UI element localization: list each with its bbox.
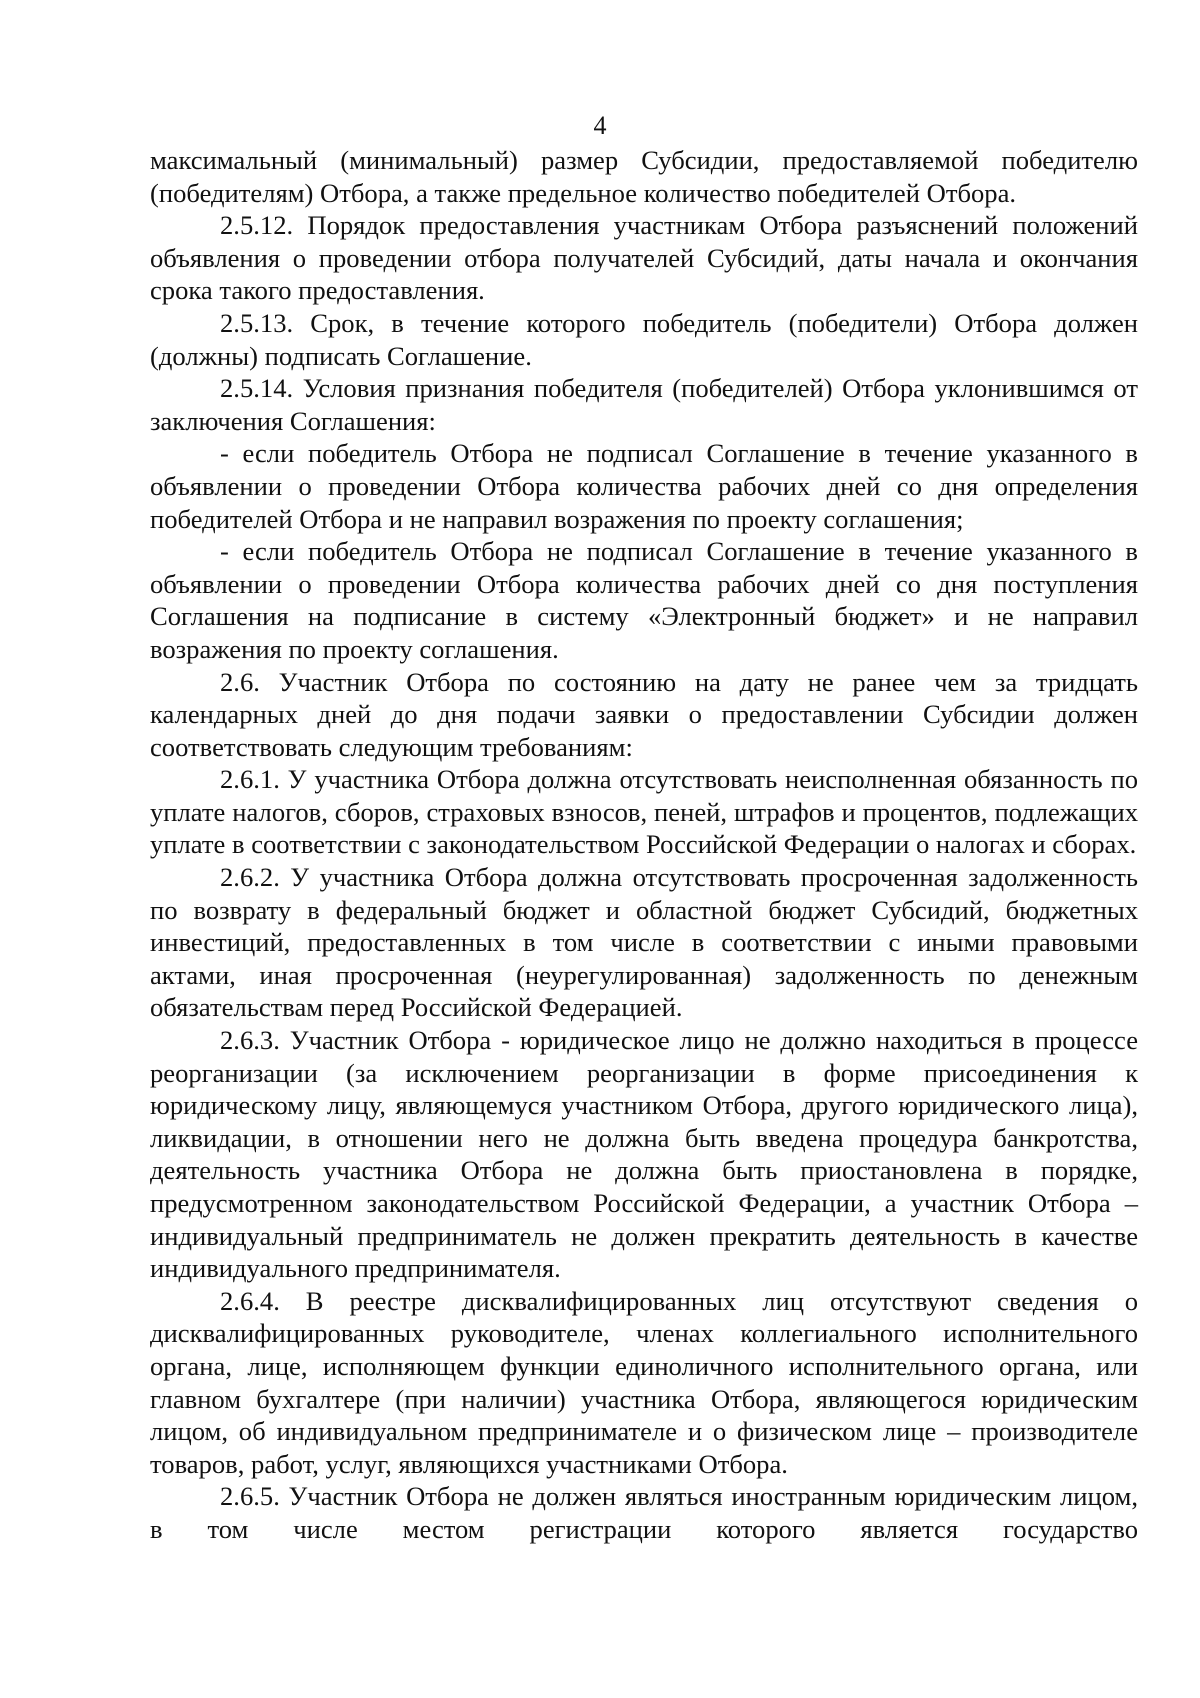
paragraph-2-6-3: 2.6.3. Участник Отбора - юридическое лицо не должно находиться в процессе реорганизации (за исключением реорганизации в форме присоединения к юридическому лицу, являющемуся участником Отбора, другого юридического лица), ликвидации, в отношении него не должна быть введена процедура банкротства, деятельность участника Отбора не должна быть приостановлена в порядке, предусмотренном законодательством Российской Федерации, а участник Отбора – индивидуальный предприниматель не должен прекратить деятельность в качестве индивидуального предпринимателя.	[150, 1025, 1138, 1284]
document-body	[150, 144, 1138, 1546]
paragraph-2-6-4: 2.6.4. В реестре дисквалифицированных лиц отсутствуют сведения о дисквалифицированных руководителе, членах коллегиального исполнительного органа, лице, исполняющем функции единоличного исполнительного органа, или главном бухгалтере (при наличии) участника Отбора, являющегося юридическим лицом, об индивидуальном предпринимателе и о физическом лице – производителе товаров, работ, услуг, являющихся участниками Отбора.	[150, 1285, 1138, 1479]
paragraph-2-6-5: 2.6.5. Участник Отбора не должен являться иностранным юридическим лицом, в том числе местом регистрации которого является государство	[150, 1481, 1138, 1544]
paragraph-2-5-14-item-1: - если победитель Отбора не подписал Соглашение в течение указанного в объявлении о проведении Отбора количества рабочих дней со дня определения победителей Отбора и не направил возражения по проекту соглашения;	[150, 438, 1138, 534]
paragraph-2-6-2: 2.6.2. У участника Отбора должна отсутствовать просроченная задолженность по возврату в федеральный бюджет и областной бюджет Субсидий, бюджетных инвестиций, предоставленных в том числе в соответствии с иными правовыми актами, иная просроченная (неурегулированная) задолженность по денежным обязательствам перед Российской Федерацией.	[150, 862, 1138, 1023]
paragraph-2-5-13: 2.5.13. Срок, в течение которого победитель (победители) Отбора должен (должны) подписать Соглашение.	[150, 307, 1138, 371]
page-number: 4	[593, 111, 607, 140]
paragraph-2-6: 2.6. Участник Отбора по состоянию на дату не ранее чем за тридцать календарных дней до дня подачи заявки о предоставлении Субсидии должен соответствовать следующим требованиям:	[150, 666, 1138, 762]
paragraph-2-5-12: 2.5.12. Порядок предоставления участникам Отбора разъяснений положений объявления о проведении отбора получателей Субсидий, даты начала и окончания срока такого предоставления.	[150, 210, 1138, 306]
paragraph-continuation: максимальный (минимальный) размер Субсидии, предоставляемой победителю (победителям) Отбора, а также предельное количество победителей Отбора.	[150, 145, 1138, 208]
paragraph-2-5-14-item-2: - если победитель Отбора не подписал Соглашение в течение указанного в объявлении о проведении Отбора количества рабочих дней со дня поступления Соглашения на подписание в систему «Электронный бюджет» и не направил возражения по проекту соглашения.	[150, 536, 1138, 664]
paragraph-2-6-1: 2.6.1. У участника Отбора должна отсутствовать неисполненная обязанность по уплате налогов, сборов, страховых взносов, пеней, штрафов и процентов, подлежащих уплате в соответствии с законодательством Российской Федерации о налогах и сборах.	[150, 764, 1138, 860]
paragraph-2-5-14: 2.5.14. Условия признания победителя (победителей) Отбора уклонившимся от заключения Соглашения:	[150, 373, 1138, 436]
